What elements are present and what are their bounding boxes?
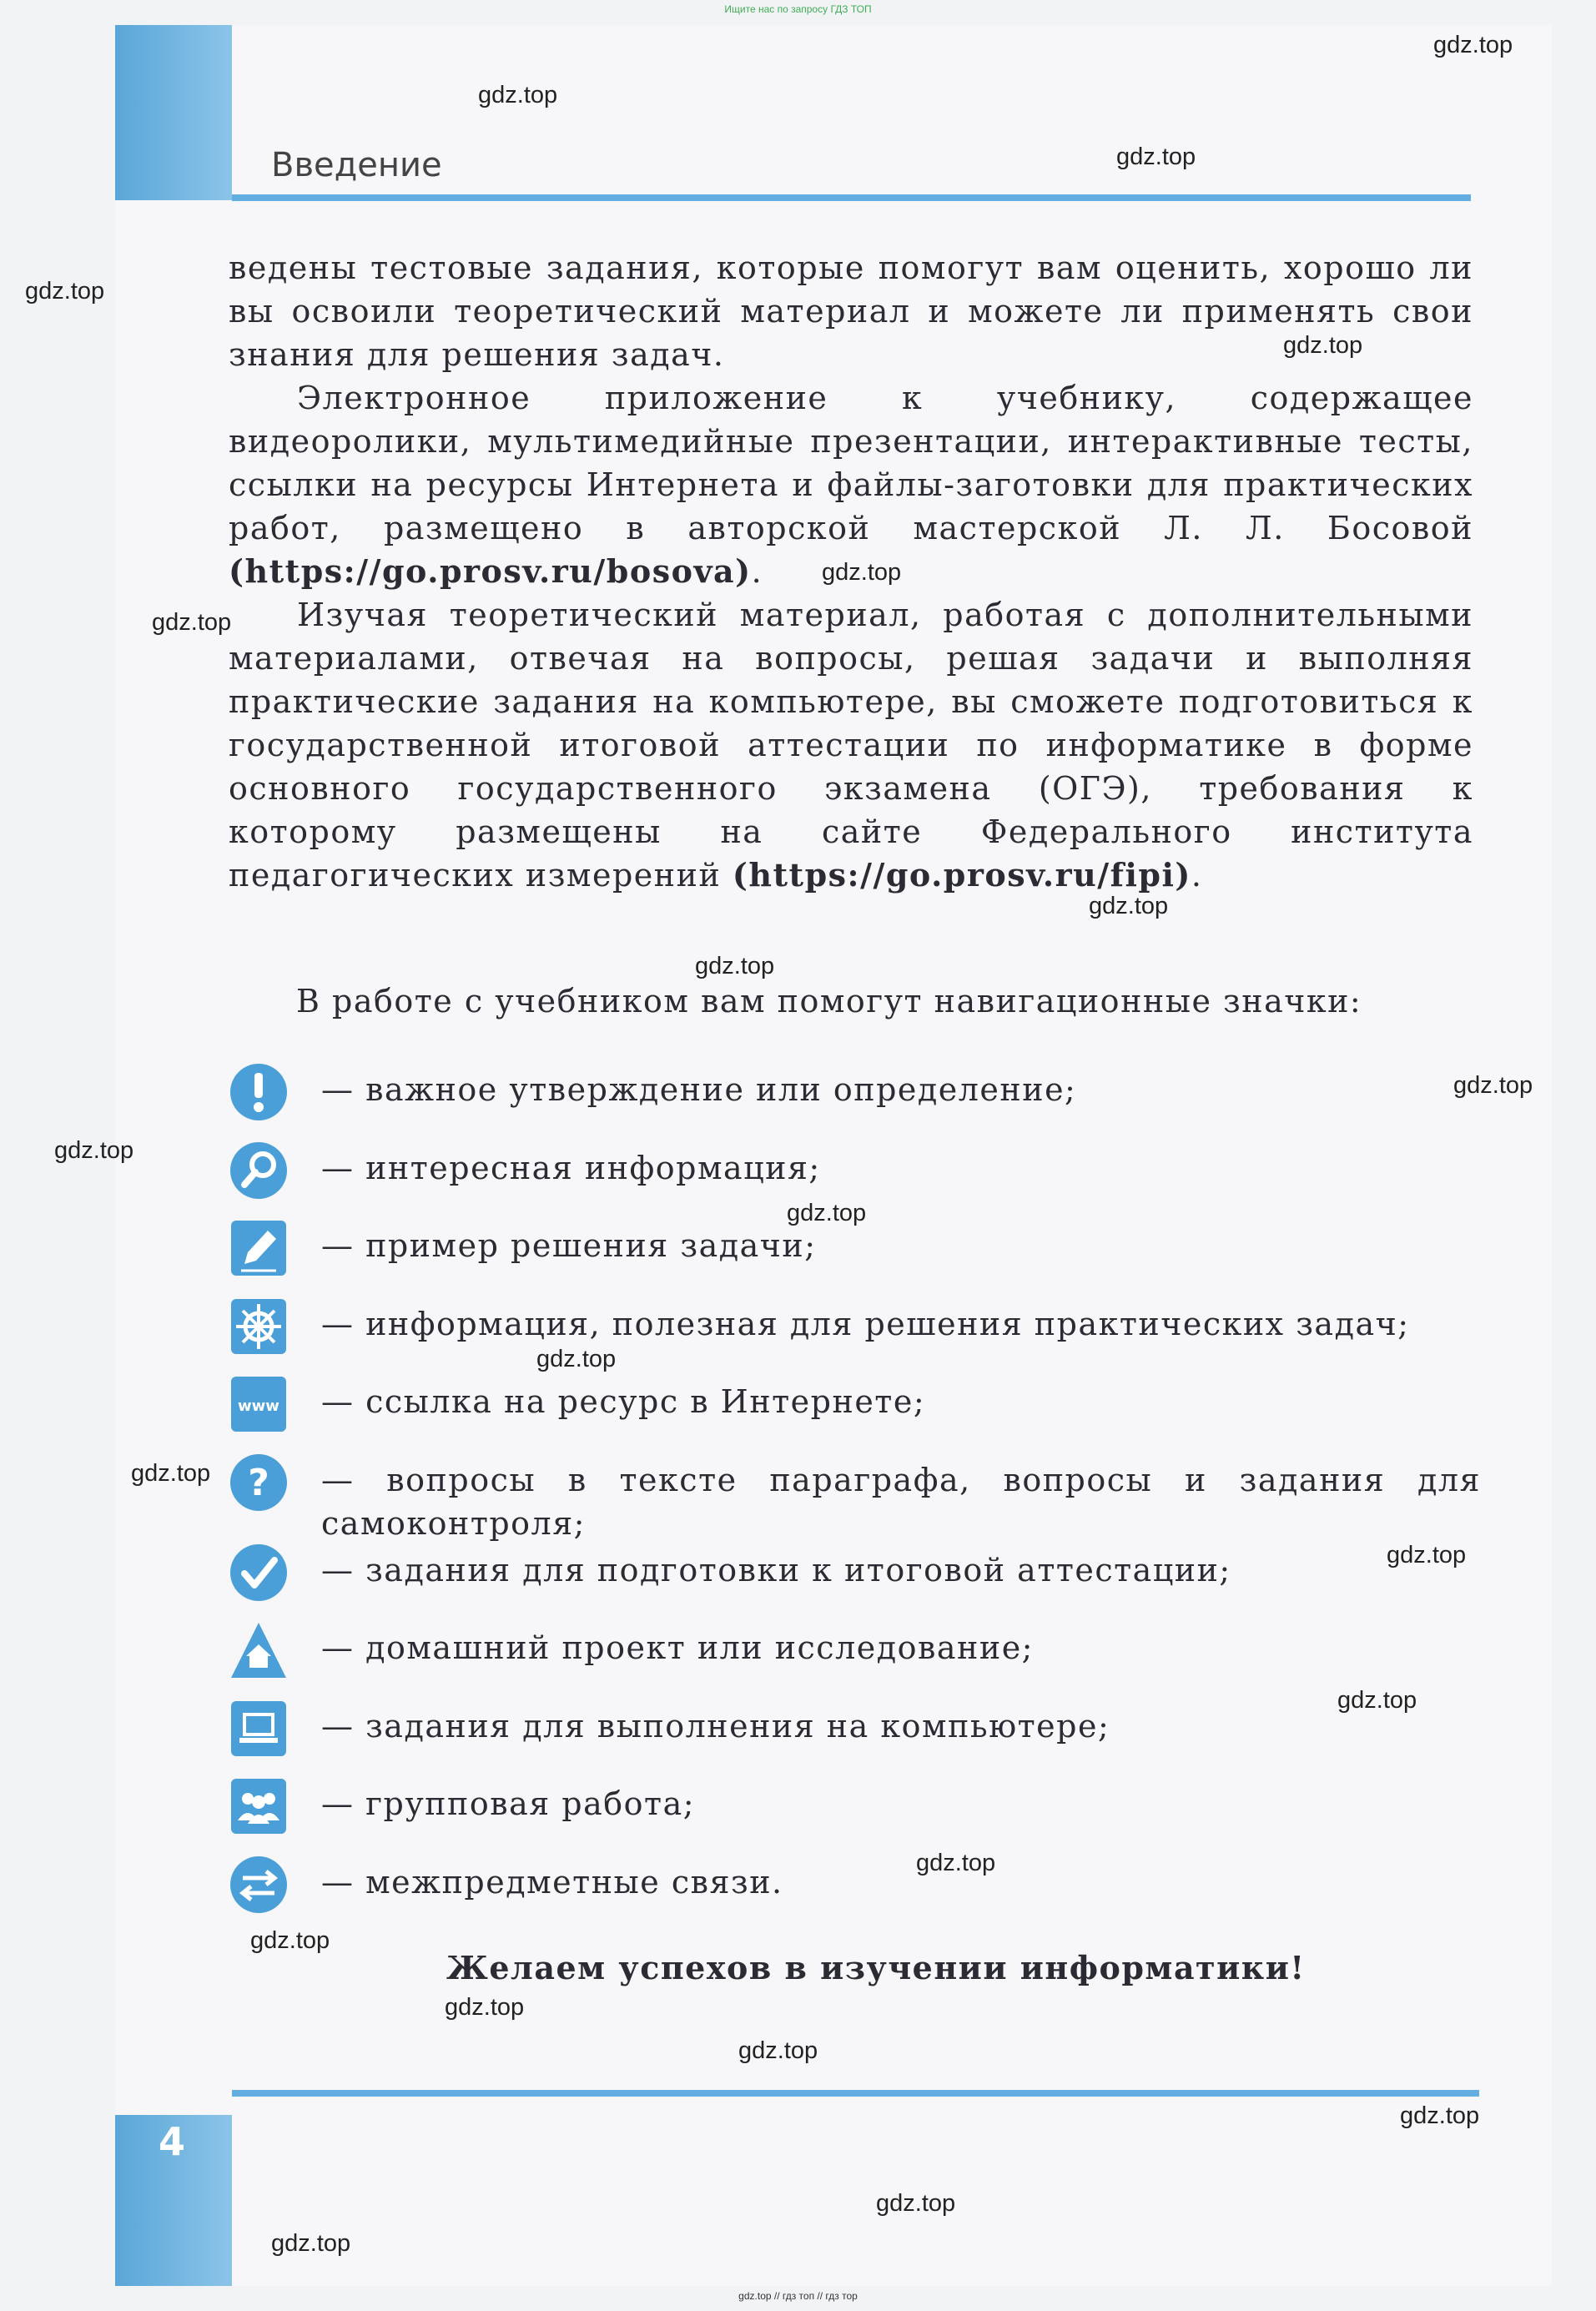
legend-text: — групповая работа; — [321, 1785, 696, 1822]
header-side-strip — [115, 25, 232, 200]
computer-icon — [229, 1699, 288, 1758]
legend-text: — пример решения задачи; — [321, 1227, 817, 1264]
legend-item-important — [229, 1063, 1481, 1130]
magnifier-icon — [229, 1141, 288, 1200]
legend-item-computer — [229, 1699, 1481, 1766]
watermark: gdz.top — [1400, 2102, 1480, 2129]
paragraph-2-text: Электронное приложение к учебнику, содержащее видеоролики, мультимедийные презентации, интерактивные тесты, ссылки на ресурсы Интернета и файлы-заготовки для практических работ, размещено в авторской мастерской Л. Л. Босовой — [229, 380, 1473, 546]
watermark: gdz.top — [445, 1994, 525, 2021]
watermark: gdz.top — [876, 2190, 956, 2217]
svg-text:www: www — [238, 1397, 279, 1415]
legend-text: — задания для выполнения на компьютере; — [321, 1708, 1110, 1745]
legend-item-attestation — [229, 1543, 1481, 1610]
watermark: gdz.top — [738, 2037, 818, 2064]
legend-item-interesting — [229, 1141, 1481, 1208]
legend-text: — важное утверждение или определение; — [321, 1071, 1077, 1108]
legend-item-example — [229, 1219, 1481, 1286]
watermark: gdz.top — [131, 1460, 211, 1487]
house-icon — [229, 1621, 288, 1679]
watermark: gdz.top — [1433, 32, 1513, 58]
paragraph-1: ведены тестовые задания, которые помогут вам оценить, хорошо ли вы освоили теоретический материал и можете ли применять свои знания для решения задач. — [229, 249, 1473, 373]
exclamation-icon — [229, 1063, 288, 1121]
watermark: gdz.top — [1089, 893, 1169, 919]
watermark: gdz.top — [1337, 1687, 1417, 1714]
navigation-title: В работе с учебником вам помогут навигационные значки: — [296, 983, 1362, 1020]
legend-text: — ссылка на ресурс в Интернете; — [321, 1383, 926, 1420]
legend-text: — интересная информация; — [321, 1150, 821, 1186]
watermark: gdz.top — [250, 1927, 330, 1954]
legend-text: — домашний проект или исследование; — [321, 1629, 1034, 1666]
bosova-link[interactable]: (https://go.prosv.ru/bosova) — [229, 552, 752, 590]
legend-item-group — [229, 1777, 1481, 1844]
legend-item-home-project — [229, 1621, 1481, 1688]
paragraph-2-end: . — [751, 553, 763, 590]
legend-item-practical — [229, 1297, 1481, 1364]
watermark: gdz.top — [1283, 332, 1363, 359]
pencil-icon — [229, 1219, 288, 1277]
paragraph-3 — [229, 593, 1473, 897]
www-icon — [229, 1375, 288, 1433]
checkmark-icon — [229, 1543, 288, 1602]
watermark: gdz.top — [271, 2230, 351, 2257]
watermark: gdz.top — [54, 1137, 134, 1164]
legend-item-questions — [229, 1453, 1481, 1545]
footer-rule — [232, 2090, 1479, 2097]
top-note: Ищите нас по запросу ГДЗ ТОП — [724, 3, 872, 15]
ship-wheel-icon — [229, 1297, 288, 1356]
arrows-icon — [229, 1855, 288, 1914]
watermark: gdz.top — [822, 559, 902, 586]
closing-wish: Желаем успехов в изучении информатики! — [446, 1949, 1306, 1986]
legend-text: — задания для подготовки к итоговой аттестации; — [321, 1552, 1231, 1588]
bottom-note: gdz.top // гдз топ // гдз тор — [738, 2290, 858, 2302]
watermark: gdz.top — [536, 1346, 617, 1372]
legend-item-internet — [229, 1375, 1481, 1442]
watermark: gdz.top — [1453, 1072, 1533, 1099]
page-number: 4 — [159, 2119, 186, 2164]
header-rule — [232, 194, 1471, 201]
fipi-link[interactable]: (https://go.prosv.ru/fipi) — [732, 856, 1191, 894]
question-icon — [229, 1453, 288, 1512]
page-header-title: Введение — [271, 146, 442, 184]
watermark: gdz.top — [1387, 1542, 1467, 1568]
watermark: gdz.top — [152, 609, 232, 636]
watermark: gdz.top — [1116, 143, 1196, 170]
legend-text: — вопросы в тексте параграфа, вопросы и задания для самоконтроля; — [321, 1462, 1481, 1542]
watermark: gdz.top — [695, 953, 775, 979]
watermark: gdz.top — [478, 82, 558, 108]
watermark: gdz.top — [916, 1850, 996, 1876]
svg-text:?: ? — [248, 1462, 269, 1504]
watermark: gdz.top — [787, 1200, 867, 1226]
group-icon — [229, 1777, 288, 1835]
watermark: gdz.top — [25, 278, 105, 305]
paragraph-3-text: Изучая теоретический материал, работая с дополнительными материалами, отвечая на вопросы, решая задачи и выполняя практические задания на компьютере, вы сможете подготовиться к государственной итоговой аттестации по информатике в форме основного государственного экзамена (ОГЭ), требования к которому размещены на сайте Федерального института педагогических измерений — [229, 597, 1473, 894]
paragraph-3-end: . — [1191, 857, 1203, 894]
legend-text: — межпредметные связи. — [321, 1864, 783, 1901]
legend-text: — информация, полезная для решения практических задач; — [321, 1306, 1410, 1342]
legend-item-interdisciplinary — [229, 1855, 1481, 1922]
